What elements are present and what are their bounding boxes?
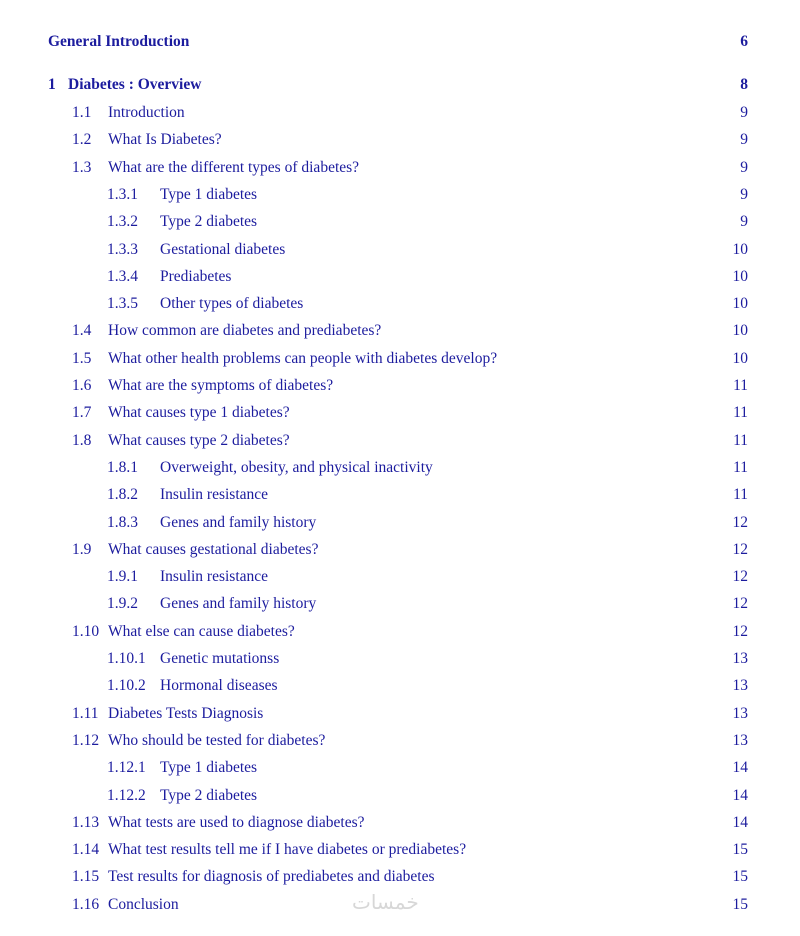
toc-entry-title[interactable]: General Introduction bbox=[48, 29, 193, 55]
toc-entry-number: 1.3.3 bbox=[107, 240, 138, 258]
toc-entry[interactable] bbox=[0, 783, 800, 809]
toc-entry-title[interactable]: What causes gestational diabetes? bbox=[108, 537, 322, 563]
toc-entry-title[interactable]: Type 1 diabetes bbox=[160, 182, 261, 208]
toc-entry-page[interactable]: 6 bbox=[694, 29, 800, 55]
toc-entry[interactable] bbox=[0, 564, 800, 590]
toc-entry-page[interactable]: 13 bbox=[694, 673, 800, 699]
toc-entry-title[interactable]: Insulin resistance bbox=[160, 564, 272, 590]
toc-entry-title[interactable]: What else can cause diabetes? bbox=[108, 619, 299, 645]
toc-entry[interactable] bbox=[0, 346, 800, 372]
toc-entry[interactable] bbox=[0, 810, 800, 836]
toc-entry-number: 1.8.2 bbox=[107, 486, 138, 504]
toc-entry-number: 1.5 bbox=[72, 349, 92, 367]
toc-entry[interactable] bbox=[0, 291, 800, 317]
toc-entry-number: 1.16 bbox=[72, 895, 100, 913]
toc-entry-page[interactable]: 15 bbox=[694, 864, 800, 890]
toc-entry-page[interactable]: 10 bbox=[694, 346, 800, 372]
toc-entry[interactable] bbox=[0, 619, 800, 645]
toc-entry-number: 1.3.1 bbox=[107, 185, 138, 203]
toc-entry-page[interactable]: 11 bbox=[694, 373, 800, 399]
toc-entry-number: 1.9 bbox=[72, 540, 92, 558]
toc-entry-title[interactable]: Test results for diagnosis of prediabetes and diabetes bbox=[108, 864, 438, 890]
toc-entry-title[interactable]: Type 2 diabetes bbox=[160, 209, 261, 235]
toc-entry-page[interactable]: 13 bbox=[694, 701, 800, 727]
toc-entry[interactable] bbox=[0, 755, 800, 781]
toc-entry[interactable] bbox=[0, 837, 800, 863]
toc-entry-title[interactable]: Genes and family history bbox=[160, 510, 320, 536]
toc-entry[interactable] bbox=[0, 482, 800, 508]
toc-entry-title[interactable]: What causes type 2 diabetes? bbox=[108, 428, 294, 454]
toc-entry-title[interactable]: What are the different types of diabetes? bbox=[108, 155, 363, 181]
toc-entry-title[interactable]: Introduction bbox=[108, 100, 189, 126]
toc-entry-title[interactable]: Genes and family history bbox=[160, 591, 320, 617]
toc-entry[interactable] bbox=[0, 673, 800, 699]
toc-entry[interactable] bbox=[0, 864, 800, 890]
toc-entry-number: 1.14 bbox=[72, 841, 100, 859]
toc-entry[interactable] bbox=[0, 72, 800, 98]
toc-entry-number: 1.3.5 bbox=[107, 295, 138, 313]
toc-entry-title[interactable]: Hormonal diseases bbox=[160, 673, 282, 699]
toc-entry-title[interactable]: Diabetes : Overview bbox=[68, 72, 205, 98]
toc-entry-number: 1.1 bbox=[72, 104, 92, 121]
toc-entry-number: 1.11 bbox=[72, 704, 99, 722]
toc-entry-page[interactable]: 10 bbox=[694, 318, 800, 344]
toc-entry-page[interactable]: 12 bbox=[694, 510, 800, 536]
toc-entry-page[interactable]: 12 bbox=[694, 591, 800, 617]
toc-entry-page[interactable]: 10 bbox=[694, 291, 800, 317]
toc-entry-number: 1.2 bbox=[72, 131, 92, 149]
toc-entry-number: 1.12.1 bbox=[107, 759, 146, 777]
toc-entry-number: 1.12 bbox=[72, 731, 100, 749]
toc-entry[interactable] bbox=[0, 728, 800, 754]
toc-entry-page[interactable]: 11 bbox=[694, 428, 800, 454]
toc-entry-title[interactable]: What test results tell me if I have diabetes or prediabetes? bbox=[108, 837, 470, 863]
toc-entry-title[interactable]: What tests are used to diagnose diabetes? bbox=[108, 810, 369, 836]
toc-entry-page[interactable]: 9 bbox=[694, 182, 800, 208]
toc-entry-title[interactable]: Diabetes Tests Diagnosis bbox=[108, 701, 267, 727]
toc-entry-title[interactable]: Other types of diabetes bbox=[160, 291, 307, 317]
toc-entry[interactable] bbox=[0, 237, 800, 263]
toc-entry-title[interactable]: What are the symptoms of diabetes? bbox=[108, 373, 337, 399]
toc-entry-number: 1.8.1 bbox=[107, 458, 138, 476]
toc-entry[interactable] bbox=[0, 591, 800, 617]
toc-entry-page[interactable]: 14 bbox=[694, 783, 800, 809]
toc-entry-title[interactable]: Insulin resistance bbox=[160, 482, 272, 508]
toc-entry[interactable] bbox=[0, 155, 800, 181]
toc-entry-number: 1.4 bbox=[72, 322, 92, 340]
toc-entry-page[interactable]: 11 bbox=[694, 455, 800, 481]
watermark: خمسات bbox=[352, 890, 419, 914]
toc-entry[interactable] bbox=[0, 646, 800, 672]
toc-entry-page[interactable]: 15 bbox=[694, 892, 800, 918]
toc-entry-page[interactable]: 11 bbox=[694, 482, 800, 508]
toc-entry-number: 1.8.3 bbox=[107, 513, 138, 531]
toc-entry[interactable] bbox=[0, 100, 800, 126]
toc-entry[interactable] bbox=[0, 537, 800, 563]
toc-entry-title[interactable]: How common are diabetes and prediabetes? bbox=[108, 318, 385, 344]
toc-entry-title[interactable]: Conclusion bbox=[108, 892, 183, 918]
toc-entry[interactable] bbox=[0, 455, 800, 481]
toc-entry-number: 1.9.1 bbox=[107, 568, 138, 586]
toc-entry-page[interactable]: 12 bbox=[694, 537, 800, 563]
toc-entry-page[interactable]: 10 bbox=[694, 237, 800, 263]
toc-entry-title[interactable]: Genetic mutationss bbox=[160, 646, 283, 672]
toc-entry[interactable] bbox=[0, 182, 800, 208]
toc-entry-page[interactable]: 14 bbox=[694, 755, 800, 781]
toc-entry-page[interactable]: 9 bbox=[694, 100, 800, 126]
toc-entry-number: 1.10.2 bbox=[107, 677, 146, 695]
toc-entry-number: 1.13 bbox=[72, 813, 100, 831]
toc-entry-number: 1.12.2 bbox=[107, 786, 146, 804]
toc-entry-number: 1.3 bbox=[72, 158, 92, 176]
toc-entry-title[interactable]: What other health problems can people with diabetes develop? bbox=[108, 346, 501, 372]
toc-entry[interactable] bbox=[0, 701, 800, 727]
toc-entry-page[interactable]: 11 bbox=[694, 400, 800, 426]
toc-entry-title[interactable]: Who should be tested for diabetes? bbox=[108, 728, 329, 754]
toc-entry-page[interactable]: 15 bbox=[694, 837, 800, 863]
toc-entry-number: 1.7 bbox=[72, 404, 92, 422]
toc-entry[interactable] bbox=[0, 510, 800, 536]
toc-entry-page[interactable]: 13 bbox=[694, 646, 800, 672]
toc-entry-page[interactable]: 10 bbox=[694, 264, 800, 290]
toc-entry-page[interactable]: 8 bbox=[694, 72, 800, 98]
toc-entry-title[interactable]: Gestational diabetes bbox=[160, 237, 289, 263]
toc-entry-title[interactable]: Type 1 diabetes bbox=[160, 755, 261, 781]
toc-entry-page[interactable]: 12 bbox=[694, 564, 800, 590]
toc-entry-title[interactable]: Prediabetes bbox=[160, 264, 235, 290]
toc-entry-number: 1.10 bbox=[72, 622, 100, 640]
toc-entry-page[interactable]: 12 bbox=[694, 619, 800, 645]
toc-entry[interactable] bbox=[0, 209, 800, 235]
toc-entry[interactable] bbox=[0, 127, 800, 153]
toc-entry-title[interactable]: Type 2 diabetes bbox=[160, 783, 261, 809]
toc-entry[interactable] bbox=[0, 29, 800, 55]
toc-entry-number: 1.10.1 bbox=[107, 650, 146, 667]
toc-entry-number: 1.3.2 bbox=[107, 213, 138, 231]
toc-entry-page[interactable]: 14 bbox=[694, 810, 800, 836]
toc-entry-page[interactable]: 13 bbox=[694, 728, 800, 754]
toc-entry[interactable] bbox=[0, 373, 800, 399]
toc-entry[interactable] bbox=[0, 264, 800, 290]
toc-entry-title[interactable]: What causes type 1 diabetes? bbox=[108, 400, 294, 426]
toc-entry-number: 1.15 bbox=[72, 868, 100, 886]
toc-entry[interactable] bbox=[0, 318, 800, 344]
toc-entry-title[interactable]: Overweight, obesity, and physical inactivity bbox=[160, 455, 437, 481]
toc-entry-number: 1.8 bbox=[72, 431, 92, 449]
toc-entry-number: 1.9.2 bbox=[107, 595, 138, 613]
toc-entry-number: 1.3.4 bbox=[107, 267, 138, 285]
toc-entry-page[interactable]: 9 bbox=[694, 127, 800, 153]
toc-entry-page[interactable]: 9 bbox=[694, 155, 800, 181]
toc-entry[interactable] bbox=[0, 428, 800, 454]
toc-entry-page[interactable]: 9 bbox=[694, 209, 800, 235]
toc-entry[interactable] bbox=[0, 400, 800, 426]
toc-entry-title[interactable]: What Is Diabetes? bbox=[108, 127, 226, 153]
toc-entry-number: 1 bbox=[48, 76, 56, 93]
toc-entry-number: 1.6 bbox=[72, 377, 92, 394]
